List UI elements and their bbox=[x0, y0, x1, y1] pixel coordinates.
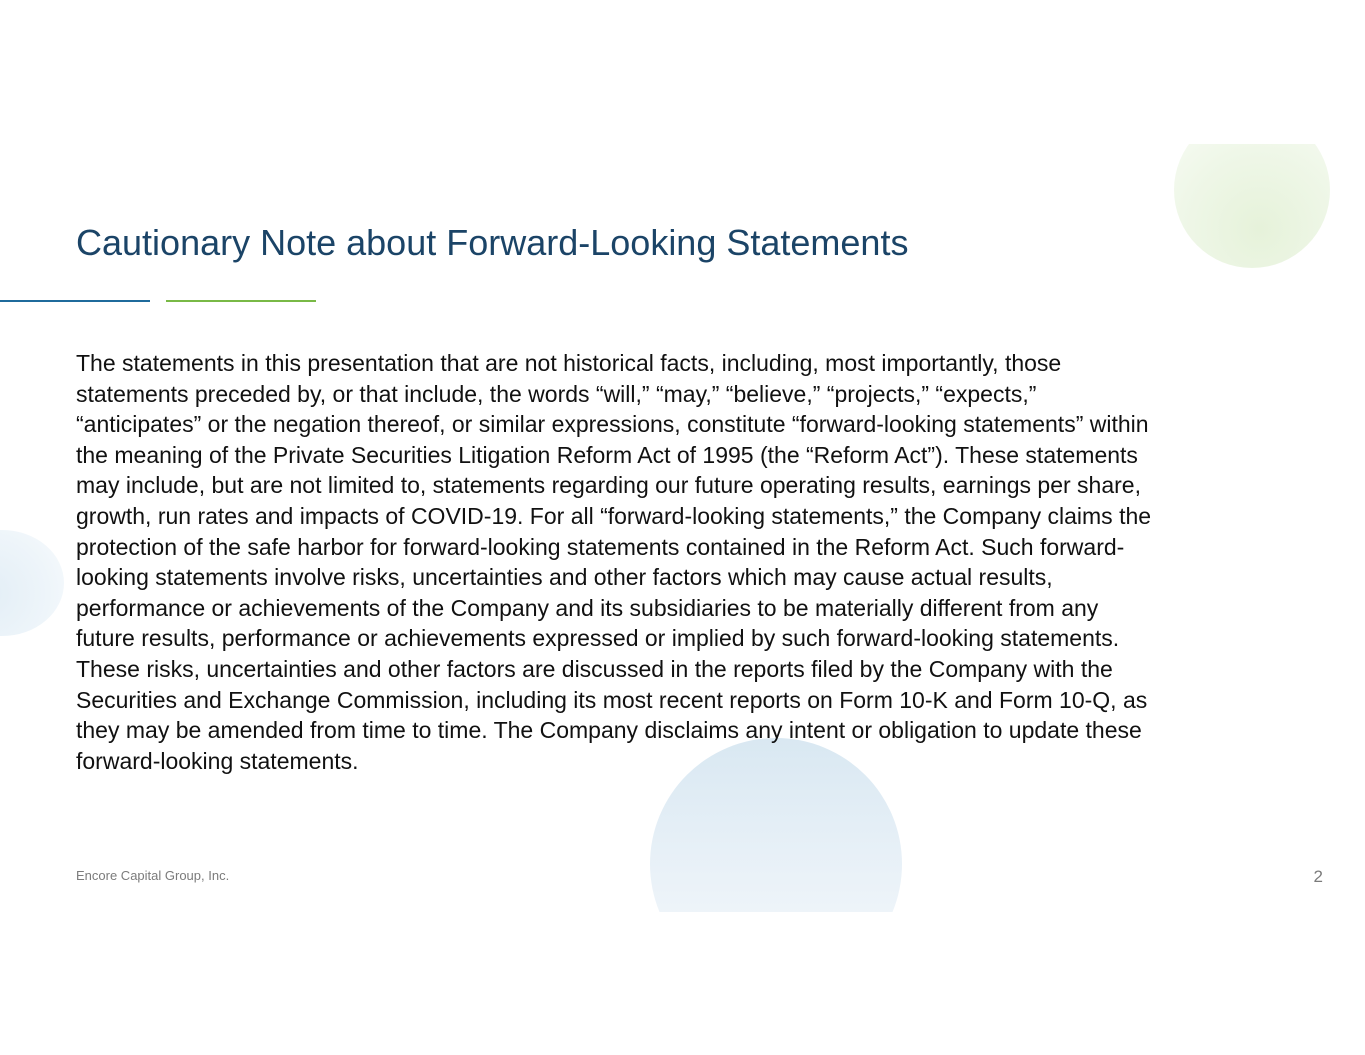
paragraph-line: future results, performance or achievements expressed or implied by such forward-looking statements. bbox=[76, 625, 1120, 652]
title-underline-blue bbox=[0, 300, 150, 302]
paragraph-line: may include, but are not limited to, statements regarding our future operating results, earnings per share, bbox=[76, 472, 1141, 499]
paragraph-line: the meaning of the Private Securities Litigation Reform Act of 1995 (the “Reform Act”). These statements bbox=[76, 441, 1138, 468]
decorative-circle-top-right bbox=[1174, 144, 1330, 268]
decorative-circle-left bbox=[0, 530, 64, 636]
paragraph-line: “anticipates” or the negation thereof, or similar expressions, constitute “forward-looking statements” within bbox=[76, 411, 1149, 438]
paragraph-line: protection of the safe harbor for forward-looking statements contained in the Reform Act. Such forward- bbox=[76, 533, 1125, 560]
decorative-circle-top-right-clip bbox=[1160, 144, 1360, 284]
paragraph-line: statements preceded by, or that include, the words “will,” “may,” “believe,” “projects,” “expects,” bbox=[76, 380, 1037, 407]
title-underline-green bbox=[166, 300, 316, 302]
paragraph-line: looking statements involve risks, uncertainties and other factors which may cause actual results, bbox=[76, 564, 1053, 591]
paragraph-line: The statements in this presentation that are not historical facts, including, most importantly, those bbox=[76, 350, 1062, 376]
paragraph-line: they may be amended from time to time. The Company disclaims any intent or obligation to update these bbox=[76, 717, 1142, 744]
paragraph-line: growth, run rates and impacts of COVID-19. For all “forward-looking statements,” the Company claims the bbox=[76, 502, 1152, 529]
paragraph-line: forward-looking statements. bbox=[76, 747, 359, 774]
paragraph-line: performance or achievements of the Company and its subsidiaries to be materially different from any bbox=[76, 594, 1099, 621]
paragraph-line: These risks, uncertainties and other factors are discussed in the reports filed by the Company with the bbox=[76, 655, 1113, 682]
page-number: 2 bbox=[1313, 867, 1323, 886]
footer-company-name: Encore Capital Group, Inc. bbox=[76, 868, 230, 883]
slide-title: Cautionary Note about Forward-Looking Statements bbox=[76, 222, 909, 263]
paragraph-line: Securities and Exchange Commission, including its most recent reports on Form 10-K and Form 10-Q, as bbox=[76, 686, 1148, 713]
disclaimer-paragraph bbox=[76, 348, 1291, 776]
